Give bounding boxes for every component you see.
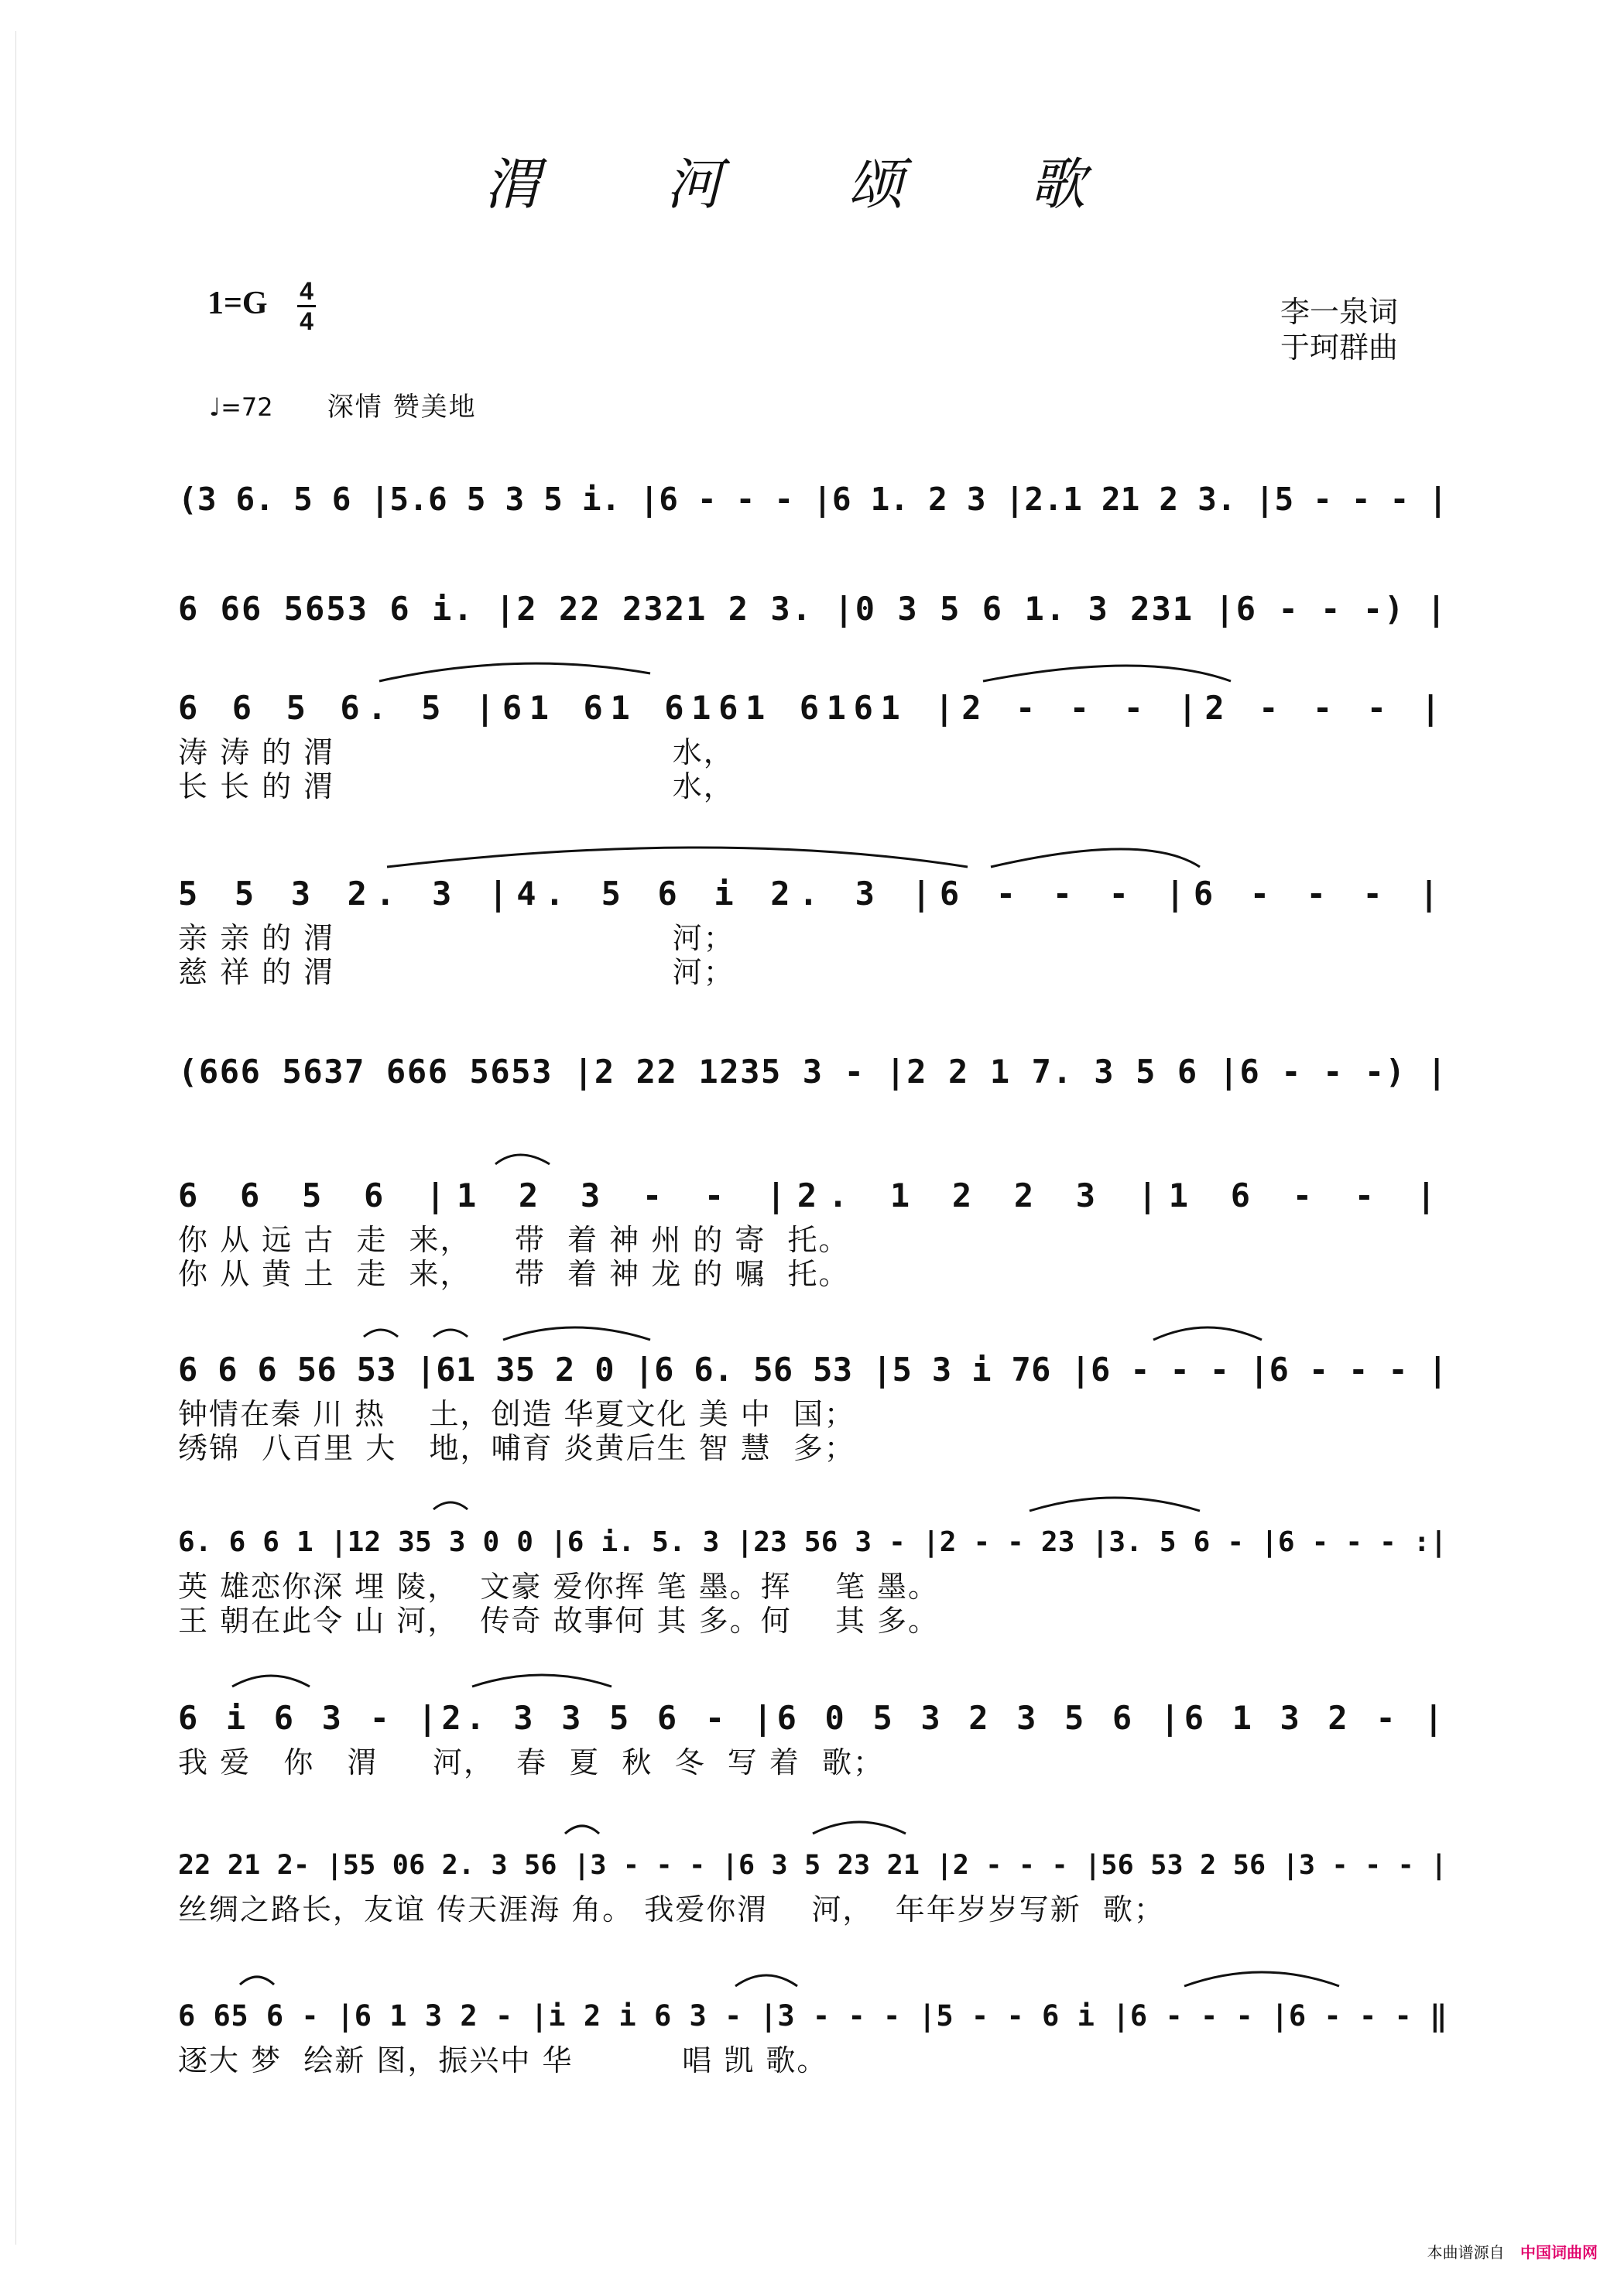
slur-marks	[178, 1138, 1448, 1176]
score-system-1	[178, 472, 1448, 526]
lyric-verse-1: 你 从 远 古 走 来， 带 着 神 州 的 寄 托。	[178, 1223, 850, 1257]
composer: 于珂群曲	[1280, 331, 1399, 365]
notation-line: 22 21 2- |55 06 2. 3 56 |3 - - - |6 3 5 23 21 |2 - - - |56 53 2 56 |3 - - - |	[178, 1850, 1448, 1881]
lyric-verse-1: 钟情在秦 川 热 土，创造 华夏文化 美 中 国；	[178, 1397, 855, 1431]
notation-line: 6. 6 6 1 |12 35 3 0 0 |6 i. 5. 3 |23 56 3 - |2 - - 23 |3. 5 6 - |6 - - - :|	[178, 1526, 1448, 1558]
slur-marks	[178, 650, 1448, 689]
slur-marks	[178, 1312, 1448, 1351]
notation-line: (3 6. 5 6 |5.6 5 3 5 i. |6 - - - |6 1. 2 3 |2.1 21 2 3. |5 - - - |	[178, 481, 1448, 518]
tempo-value: ♩=72	[209, 392, 273, 422]
score-system-9	[178, 1691, 1448, 1779]
expression-marking: 深情 赞美地	[327, 392, 477, 423]
score-system-11	[178, 1989, 1448, 2077]
notation-line: 6 i 6 3 - |2. 3 3 5 6 - |6 0 5 3 2 3 5 6 |6 1 3 2 - |	[178, 1699, 1448, 1737]
lyric-verse-1: 涛 涛 的 渭 水，	[178, 735, 735, 769]
score-system-10	[178, 1838, 1448, 1927]
lyric-verse-1: 我 爱 你 渭 河， 春 夏 秋 冬 写 着 歌；	[178, 1745, 884, 1779]
key-signature: 1=G	[207, 286, 268, 321]
notation-line: 5 5 3 2. 3 |4. 5 6 i 2. 3 |6 - - - |6 - - - |	[178, 875, 1448, 913]
lyric-verse-1: 逐大 梦 绘新 图，振兴中 华 唱 凯 歌。	[178, 2043, 828, 2077]
score-system-3	[178, 681, 1448, 803]
lyric-verse-2: 你 从 黄 土 走 来， 带 着 神 龙 的 嘱 托。	[178, 1257, 850, 1291]
time-signature	[297, 279, 316, 334]
left-margin-strip	[5, 31, 16, 2245]
score-system-5	[178, 1045, 1448, 1099]
footer-site-name[interactable]: 中国词曲网	[1520, 2243, 1598, 2262]
credits	[1280, 294, 1398, 365]
lyric-verse-2: 王 朝在此令 山 河， 传奇 故事何 其 多。何 其 多。	[178, 1604, 940, 1638]
score-system-4	[178, 867, 1448, 989]
notation-line: (666 5637 666 5653 |2 22 1235 3 - |2 2 1 7. 3 5 6 |6 - - -) |	[178, 1053, 1448, 1091]
slur-marks	[178, 1660, 1448, 1699]
lyric-verse-1: 亲 亲 的 渭 河；	[178, 921, 735, 955]
tempo-marking	[209, 385, 477, 423]
lyric-verse-2: 慈 祥 的 渭 河；	[178, 955, 735, 989]
lyric-verse-2: 长 长 的 渭 水，	[178, 769, 735, 803]
notation-line: 6 6 5 6 |1 2 3 - - |2. 1 2 2 3 |1 6 - - |	[178, 1176, 1448, 1214]
notation-line: 6 6 5 6. 5 |61 61 6161 6161 |2 - - - |2 - - - |	[178, 689, 1448, 727]
footer-source-label: 本曲谱源自	[1427, 2243, 1505, 2262]
lyric-verse-2: 绣锦 八百里 大 地，哺育 炎黄后生 智 慧 多；	[178, 1431, 855, 1465]
notation-line: 6 6 6 56 53 |61 35 2 0 |6 6. 56 53 |5 3 i 76 |6 - - - |6 - - - |	[178, 1351, 1448, 1389]
song-title: 渭 河 颂 歌	[484, 152, 1140, 217]
slur-marks	[178, 1807, 1448, 1846]
score-system-2	[178, 582, 1448, 636]
slur-marks	[178, 1958, 1448, 1997]
score-system-6	[178, 1169, 1448, 1291]
notation-line: 6 66 5653 6 i. |2 22 2321 2 3. |0 3 5 6 1. 3 231 |6 - - -) |	[178, 590, 1448, 628]
score-system-8	[178, 1516, 1448, 1638]
footer-source	[1427, 2240, 1598, 2262]
lyric-verse-1: 英 雄恋你深 埋 陵， 文豪 爱你挥 笔 墨。挥 笔 墨。	[178, 1570, 940, 1604]
lyricist: 李一泉词	[1280, 295, 1399, 329]
slur-marks	[178, 1485, 1448, 1523]
score-system-7	[178, 1343, 1448, 1465]
meter-top: 4	[300, 277, 313, 305]
lyric-verse-1: 丝绸之路长，友谊 传天涯海 角。 我爱你渭 河， 年年岁岁写新 歌；	[178, 1892, 1165, 1927]
meter-bottom: 4	[300, 307, 313, 335]
slur-marks	[178, 836, 1448, 875]
notation-line: 6 65 6 - |6 1 3 2 - |i 2 i 6 3 - |3 - - - |5 - - 6 i |6 - - - |6 - - - ‖	[178, 1999, 1448, 2033]
